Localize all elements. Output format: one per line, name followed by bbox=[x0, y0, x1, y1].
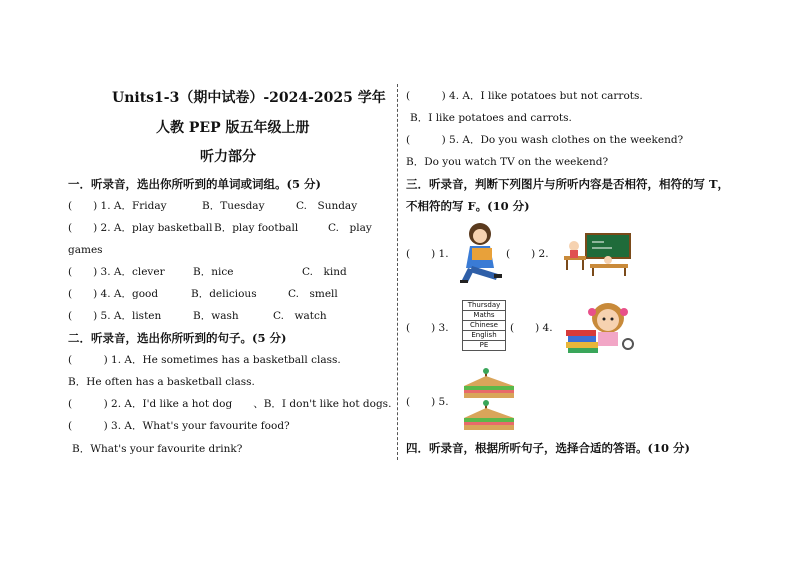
p1-q4: ( ) 4. A．good bbox=[68, 288, 159, 300]
p2-q1-b: B．He often has a basketball class. bbox=[68, 376, 255, 388]
p1-q5: ( ) 5. A．listen bbox=[68, 310, 162, 322]
p2-q1-a: ( ) 1. A．He sometimes has a basketball class. bbox=[68, 354, 341, 366]
p1-q1-c: C. Sunday bbox=[296, 200, 358, 212]
p2-q3-b: B．What's your favourite drink? bbox=[72, 443, 243, 455]
p1-q4-c: C. smell bbox=[288, 288, 338, 300]
p3-item2: ( ) 2. bbox=[506, 248, 549, 260]
section-title: 听力部分 bbox=[200, 149, 256, 165]
p1-q2-b: B．play football bbox=[214, 222, 299, 234]
p1-q1: ( ) 1. A．Friday bbox=[68, 200, 167, 212]
p2-q2: ( ) 2. A．I'd like a hot dog 、B．I don't like hot dogs. bbox=[68, 398, 392, 410]
p1-q5-b: B．wash bbox=[193, 310, 239, 322]
part1-heading: 一．听录音，选出你所听到的单词或词组。(5 分) bbox=[68, 177, 321, 191]
part3-heading-1: 三．听录音，判断下列图片与所听内容是否相符，相符的写 T， bbox=[406, 177, 730, 191]
classroom-illustration bbox=[560, 232, 632, 276]
part2-heading: 二．听录音，选出你所听到的句子。(5 分) bbox=[68, 331, 287, 345]
p2-q3-a: ( ) 3. A．What's your favourite food? bbox=[68, 420, 290, 432]
p1-q2-c: C. play bbox=[328, 222, 372, 234]
schedule-cell: PE bbox=[463, 341, 506, 351]
p3-item1: ( ) 1. bbox=[406, 248, 449, 260]
exam-title: Units1-3（期中试卷）-2024-2025 学年 bbox=[112, 90, 386, 106]
schedule-cell: English bbox=[463, 331, 506, 341]
p1-q3-c: C. kind bbox=[302, 266, 347, 278]
p2-q5-a: ( ) 5. A．Do you wash clothes on the weekend? bbox=[406, 134, 684, 146]
schedule-cell: Thursday bbox=[463, 301, 506, 311]
p1-q1-b: B．Tuesday bbox=[202, 200, 265, 212]
p2-q4-a: ( ) 4. A．I like potatoes but not carrots. bbox=[406, 90, 643, 102]
exam-subtitle: 人教 PEP 版五年级上册 bbox=[156, 120, 310, 136]
part4-heading: 四．听录音，根据所听句子，选择合适的答语。(10 分) bbox=[406, 441, 690, 455]
schedule-cell: Maths bbox=[463, 311, 506, 321]
p1-q4-b: B．delicious bbox=[191, 288, 257, 300]
p1-q3-b: B．nice bbox=[193, 266, 234, 278]
column-divider bbox=[397, 84, 398, 460]
p1-q3: ( ) 3. A．clever bbox=[68, 266, 165, 278]
woman-reading-illustration bbox=[458, 222, 506, 284]
p3-item4: ( ) 4. bbox=[510, 322, 553, 334]
p1-q2: ( ) 2. A．play basketball bbox=[68, 222, 213, 234]
girl-with-books-illustration bbox=[564, 298, 636, 354]
p3-item5: ( ) 5. bbox=[406, 396, 449, 408]
part3-heading-2: 不相符的写 F。(10 分) bbox=[406, 199, 530, 213]
p2-q4-b: B．I like potatoes and carrots. bbox=[410, 112, 572, 124]
class-schedule-table bbox=[462, 300, 506, 351]
p1-q5-c: C. watch bbox=[273, 310, 327, 322]
schedule-cell: Chinese bbox=[463, 321, 506, 331]
p1-q2-cont: games bbox=[68, 244, 103, 256]
sandwich-illustration bbox=[460, 368, 518, 434]
p2-q5-b: B．Do you watch TV on the weekend? bbox=[406, 156, 609, 168]
p3-item3: ( ) 3. bbox=[406, 322, 449, 334]
